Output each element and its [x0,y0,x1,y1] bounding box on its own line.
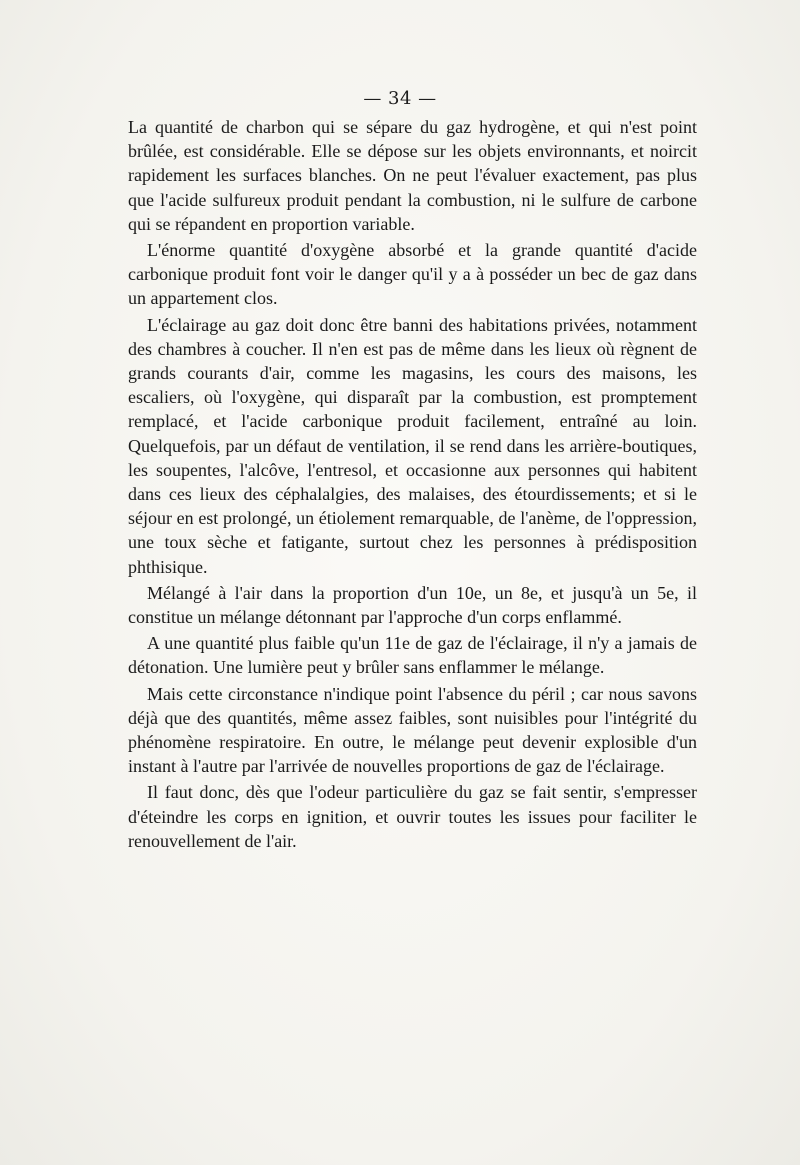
page-number: — 34 — [363,88,437,109]
paragraph-3: L'éclairage au gaz doit donc être banni des habitations privées, notamment des chambres à coucher. Il n'en est pas de même dans les lieux où règnent de grands courants d'air, comme les magasins, les cours des maisons, les escaliers, où l'oxygène, qui disparaît par la combustion, est promptement remplacé, et l'acide carbonique produit facilement, entraîné au loin. Quelquefois, par un défaut de ventilation, il se rend dans les arrière-boutiques, les soupentes, l'alcôve, l'entresol, et occasionne aux personnes qui habitent dans ces lieux des céphalalgies, des malaises, des étourdissements; et si le séjour en est prolongé, un étiolement remarquable, de l'anème, de l'oppression, une toux sèche et fatigante, surtout chez les personnes à prédisposition phthisique. [128,314,697,577]
body-text [128,115,697,853]
paragraph-5: A une quantité plus faible qu'un 11e de gaz de l'éclairage, il n'y a jamais de détonation. Une lumière peut y brûler sans enflammer le mélange. [128,633,697,678]
paragraph-7: Il faut donc, dès que l'odeur particulière du gaz se fait sentir, s'empresser d'éteindre les corps en ignition, et ouvrir toutes les issues pour faciliter le renouvellement de l'air. [128,782,697,851]
paragraph-4: Mélangé à l'air dans la proportion d'un 10e, un 8e, et jusqu'à un 5e, il constitue un mélange détonnant par l'approche d'un corps enflammé. [128,582,697,628]
paragraph-6: Mais cette circonstance n'indique point l'absence du péril ; car nous savons déjà que des quantités, même assez faibles, sont nuisibles pour l'intégrité du phénomène respiratoire. En outre, le mélange peut devenir explosible d'un instant à l'autre par l'arrivée de nouvelles proportions de gaz de l'éclairage. [128,683,697,777]
paragraph-1: La quantité de charbon qui se sépare du gaz hydrogène, et qui n'est point brûlée, est considérable. Elle se dépose sur les objets environnants, et noircit rapidement les surfaces blanches. On ne peut l'évaluer exactement, pas plus que l'acide sulfureux produit pendant la combustion, ni le sulfure de carbone qui se répandent en proportion variable. [128,117,697,234]
paragraph-2: L'énorme quantité d'oxygène absorbé et la grande quantité d'acide carbonique produit font voir le danger qu'il y a à posséder un bec de gaz dans un appartement clos. [128,240,697,309]
